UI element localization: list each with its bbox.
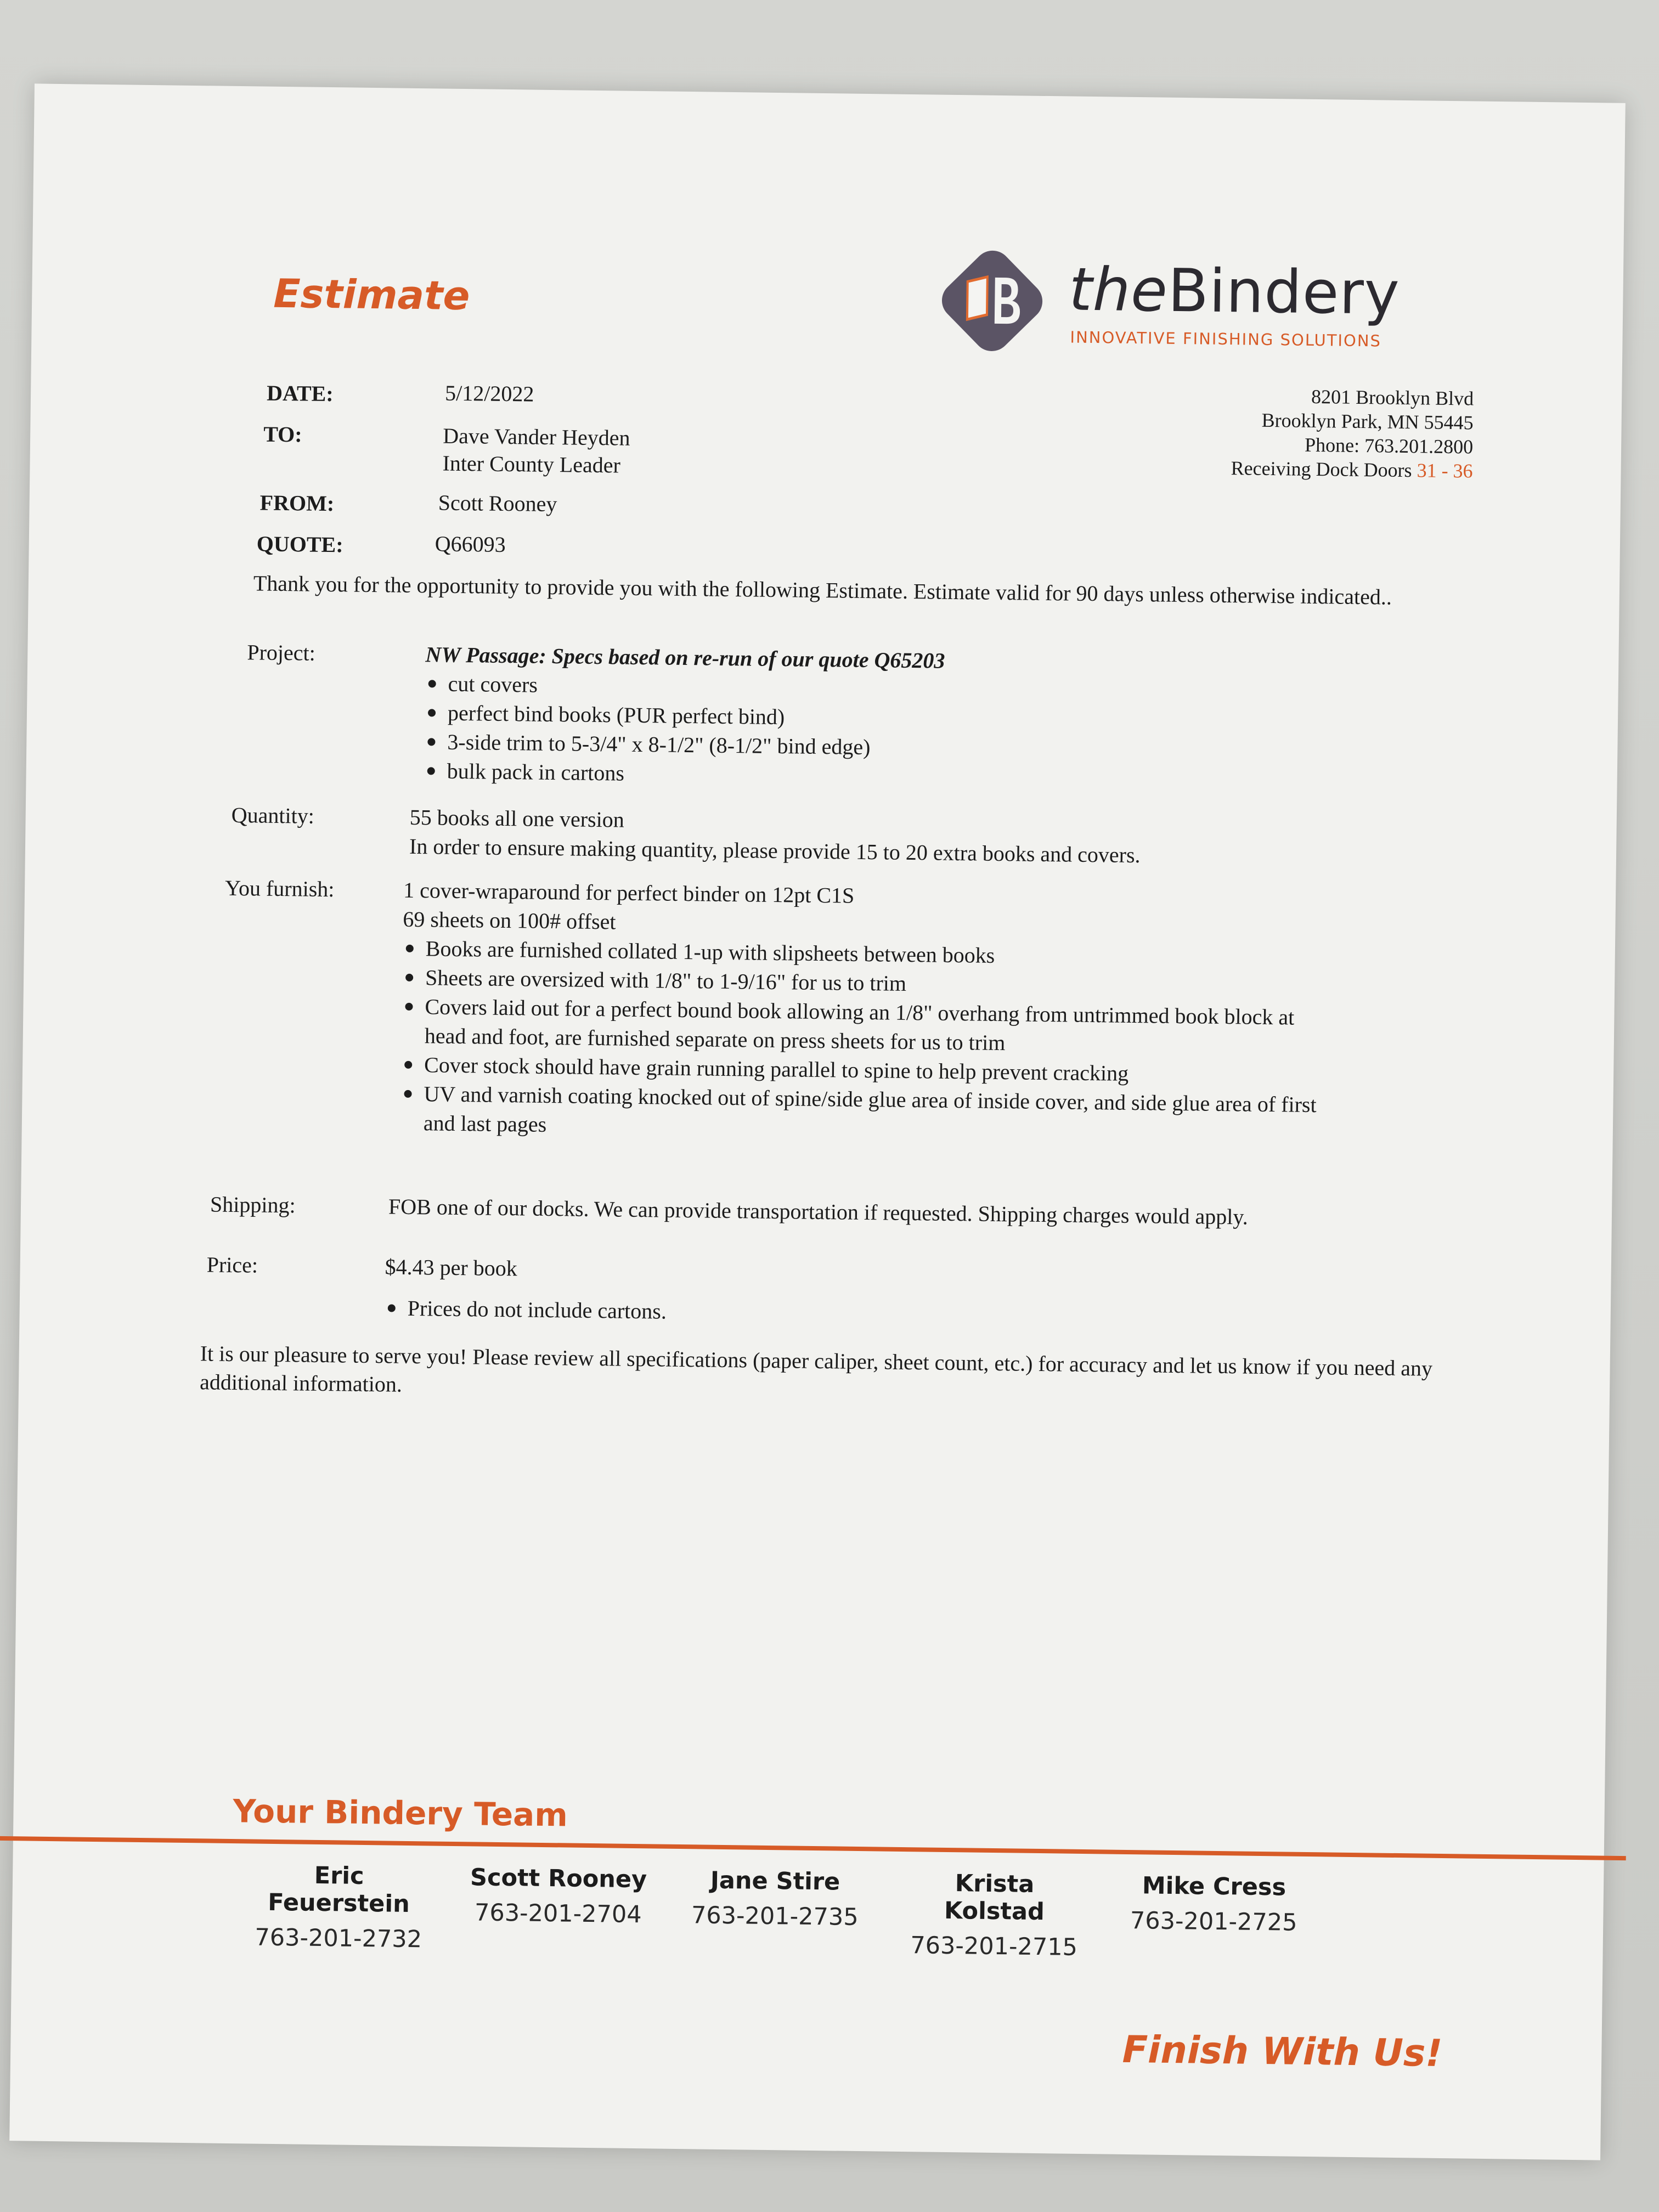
quote-value: Q66093	[435, 531, 506, 557]
project-title: NW Passage: Specs based on re-run of our quote Q65203	[425, 642, 945, 673]
price-section	[384, 1252, 1207, 1332]
intro-paragraph: Thank you for the opportunity to provide you with the following Estimate. Estimate valid for 90 days unless otherwise indicated..	[253, 571, 1392, 610]
address-street: 8201 Brooklyn Blvd	[1311, 385, 1474, 410]
brand-tagline: INNOVATIVE FINISHING SOLUTIONS	[1070, 328, 1382, 351]
to-company: Inter County Leader	[442, 450, 621, 478]
price-label: Price:	[206, 1252, 258, 1278]
member-name: Jane Stire	[710, 1866, 840, 1896]
list-item: Books are furnished collated 1-up with slipsheets between books	[402, 934, 1335, 974]
closing-paragraph: It is our pleasure to serve you! Please review all specifications (paper caliper, sheet count, etc.) for accuracy and let us know if you need any additional information.	[199, 1341, 1433, 1397]
list-item: Cover stock should have grain running parallel to spine to help prevent cracking	[401, 1050, 1334, 1091]
list-item: Prices do not include cartons.	[384, 1293, 1207, 1332]
quantity-note: In order to ensure making quantity, please provide 15 to 20 extra books and covers.	[409, 833, 1141, 868]
team-member	[900, 1869, 1088, 1961]
bindery-logo	[934, 249, 1483, 359]
document-title: Estimate	[273, 270, 470, 319]
brand-wordmark: theBindery	[1068, 255, 1401, 328]
shipping-text: FOB one of our docks. We can provide transportation if requested. Shipping charges would apply.	[388, 1194, 1249, 1229]
list-item: perfect bind books (PUR perfect bind)	[425, 698, 1468, 740]
quantity-label: Quantity:	[231, 802, 315, 828]
member-phone: 763-201-2725	[1130, 1907, 1297, 1937]
member-name: Scott Rooney	[470, 1864, 647, 1894]
date-value: 5/12/2022	[444, 380, 534, 407]
team-member	[681, 1866, 868, 1931]
furnish-line: 69 sheets on 100# offset	[403, 906, 616, 934]
team-member	[465, 1864, 652, 1928]
list-item: Covers laid out for a perfect bound book allowing an 1/8" overhang from untrimmed book block at head and foot, are furnished separate on press sheets for us to trim	[402, 992, 1335, 1062]
furnish-line: 1 cover-wraparound for perfect binder on 12pt C1S	[403, 877, 855, 908]
list-item: 3-side trim to 5-3/4" x 8-1/2" (8-1/2" bind edge)	[424, 727, 1467, 769]
address-dock: Receiving Dock Doors 31 - 36	[1231, 457, 1473, 482]
team-divider	[0, 1836, 1626, 1860]
member-phone: 763-201-2735	[691, 1901, 859, 1932]
member-phone: 763-201-2732	[255, 1923, 422, 1954]
project-list	[424, 669, 1467, 798]
book-logo-icon	[934, 249, 1050, 354]
company-address	[1231, 383, 1474, 483]
list-item: Sheets are oversized with 1/8" to 1-9/16" for us to trim	[402, 963, 1335, 1003]
quote-label: QUOTE:	[256, 531, 343, 557]
to-name: Dave Vander Heyden	[442, 423, 630, 450]
list-item: UV and varnish coating knocked out of spine/side glue area of inside cover, and side glue area of first and last pages	[400, 1079, 1334, 1149]
quantity-section	[409, 803, 1507, 874]
to-value	[442, 422, 630, 479]
list-item: cut covers	[425, 669, 1468, 710]
furnish-label: You furnish:	[224, 875, 335, 902]
list-item: bulk pack in cartons	[424, 756, 1466, 798]
quantity-line: 55 books all one version	[409, 804, 625, 832]
team-heading: Your Bindery Team	[233, 1792, 568, 1834]
estimate-document	[9, 83, 1626, 2160]
project-section	[424, 640, 1468, 798]
member-phone: 763-201-2704	[474, 1899, 642, 1929]
footer-slogan: Finish With Us!	[1122, 2028, 1443, 2076]
member-phone: 763-201-2715	[910, 1932, 1078, 1961]
price-value: $4.43 per book	[385, 1254, 518, 1281]
team-member	[245, 1861, 432, 1953]
to-label: TO:	[263, 421, 302, 447]
furnish-section	[400, 876, 1336, 1149]
team-member	[1120, 1872, 1307, 1937]
from-label: FROM:	[259, 490, 335, 516]
price-list	[384, 1293, 1207, 1332]
project-label: Project:	[247, 640, 316, 665]
from-value: Scott Rooney	[438, 490, 557, 517]
address-phone: Phone: 763.201.2800	[1304, 433, 1474, 458]
member-name: Krista Kolstad	[944, 1870, 1045, 1926]
date-label: DATE:	[266, 380, 334, 407]
address-city: Brooklyn Park, MN 55445	[1261, 409, 1474, 434]
member-name: Eric Feuerstein	[268, 1861, 410, 1918]
shipping-label: Shipping:	[210, 1192, 296, 1218]
member-name: Mike Cress	[1142, 1872, 1286, 1901]
furnish-list	[400, 934, 1335, 1149]
